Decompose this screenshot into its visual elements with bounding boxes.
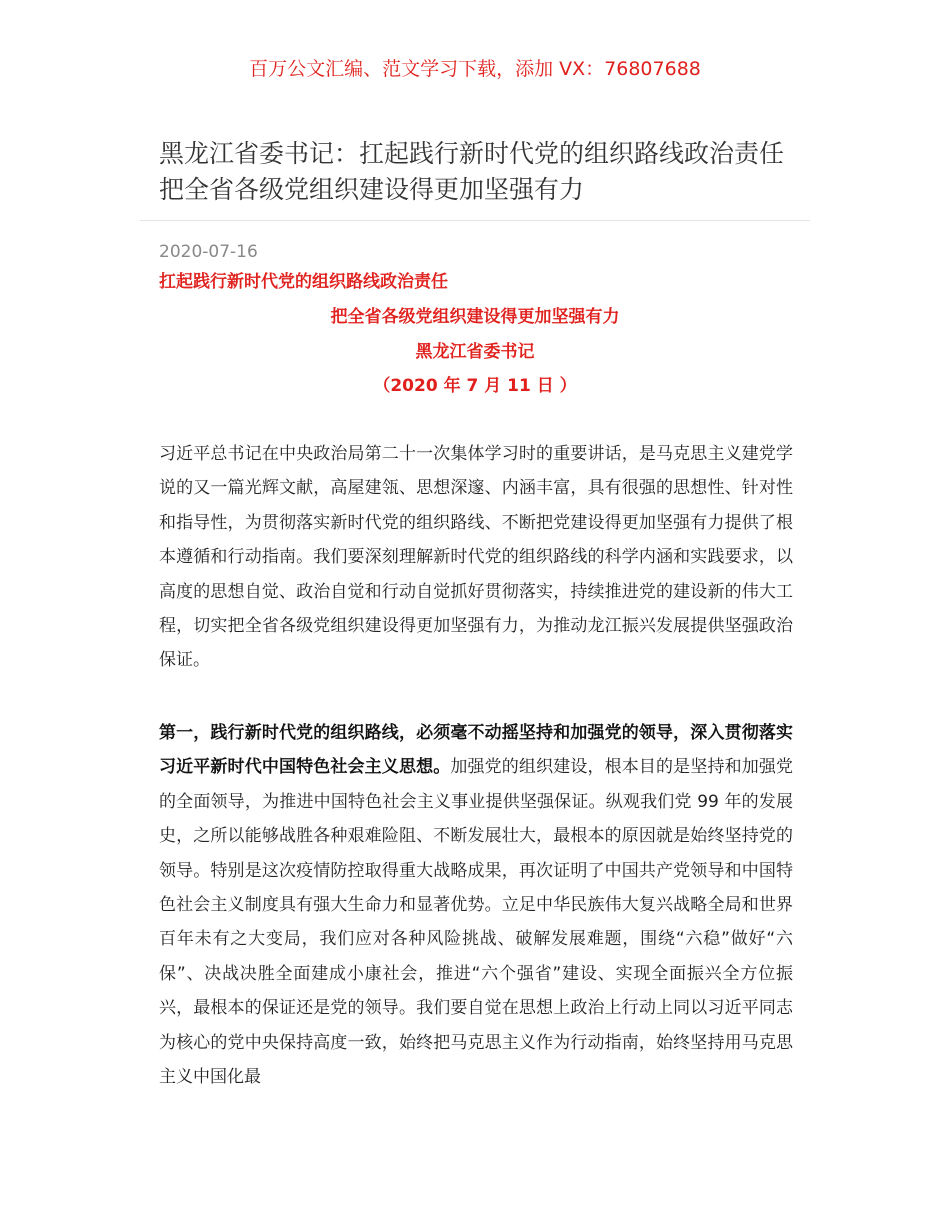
paragraph-body: 加强党的组织建设，根本目的是坚持和加强党的全面领导，为推进中国特色社会主义事业提供坚强保证。纵观我们党 99 年的发展史，之所以能够战胜各种艰难险阻、不断发展壮大，最根本的原因就是始终坚持党的领导。特别是这次疫情防控取得重大战略成果，再次证明了中国共产党领导和中国特色社会主义制度具有强大生命力和显著优势。立足中华民族伟大复兴战略全局和世界百年未有之大变局，我们应对各种风险挑战、破解发展难题，围绕“六稳”做好“六保”、决战决胜全面建成小康社会，推进“六个强省”建设、实现全面振兴全方位振兴，最根本的保证还是党的领导。我们要自觉在思想上政治上行动上同以习近平同志为核心的党中央保持高度一致，始终把马克思主义作为行动指南，始终坚持用马克思主义中国化最 [159,757,794,1088]
article-title: 黑龙江省委书记：扛起践行新时代党的组织路线政治责任 把全省各级党组织建设得更加坚强有力 [159,139,785,204]
title-divider [140,220,810,221]
heading-line-1: 扛起践行新时代党的组织路线政治责任 [159,272,448,292]
promo-banner: 百万公文汇编、范文学习下载，添加 VX：76807688 [249,58,701,80]
paragraph-lead-bold: 第一，践行新时代党的组织路线，必须毫不动摇坚持和加强党的领导，深入贯彻落实习近平新时代中国特色社会主义思想。 [159,723,793,778]
heading-date: （2020 年 7 月 11 日 ） [373,376,577,396]
publish-date: 2020-07-16 [159,242,258,262]
heading-line-2: 把全省各级党组织建设得更加坚强有力 [330,307,620,327]
paragraph-first-point [159,716,793,1094]
heading-author: 黑龙江省委书记 [415,342,535,362]
paragraph-intro: 习近平总书记在中央政治局第二十一次集体学习时的重要讲话，是马克思主义建党学说的又一篇光辉文献，高屋建瓴、思想深邃、内涵丰富，具有很强的思想性、针对性和指导性，为贯彻落实新时代党的组织路线、不断把党建设得更加坚强有力提供了根本遵循和行动指南。我们要深刻理解新时代党的组织路线的科学内涵和实践要求，以高度的思想自觉、政治自觉和行动自觉抓好贯彻落实，持续推进党的建设新的伟大工程，切实把全省各级党组织建设得更加坚强有力，为推动龙江振兴发展提供坚强政治保证。 [159,444,793,671]
